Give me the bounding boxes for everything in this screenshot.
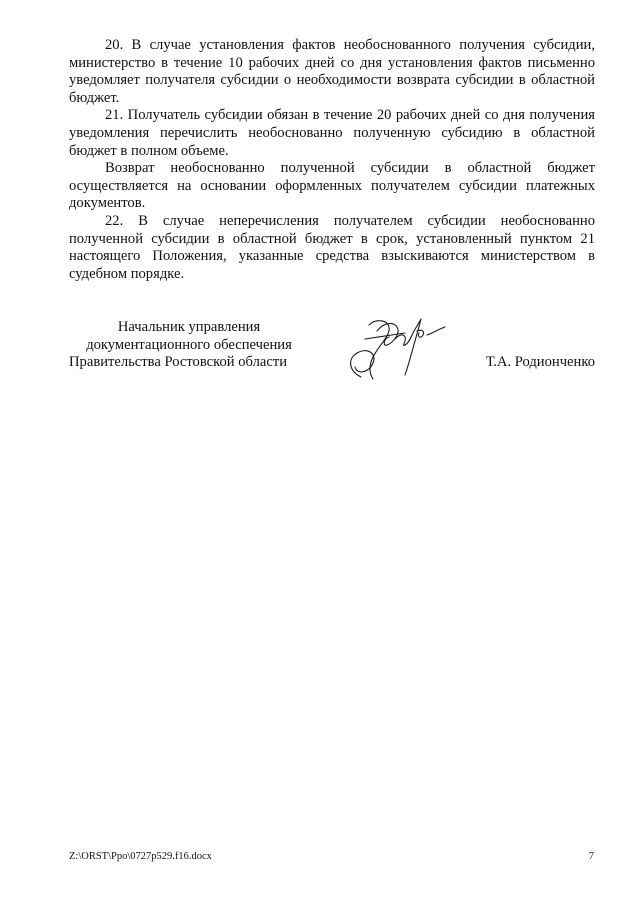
signatory-title-line-1: Начальник управления	[117, 319, 261, 335]
paragraph-22: 22. В случае неперечисления получателем субсидии необоснованно полученной субсидии в областной бюджет в срок, установленный пунктом 21 настоящего Положения, указанные средства взыскиваются министерством в судебном порядке.	[69, 212, 595, 282]
signatory-title-line-3: Правительства Ростовской области	[69, 354, 288, 371]
paragraph-refund: Возврат необоснованно полученной субсидии в областной бюджет осуществляется на основании оформленных получателем субсидии платежных документов.	[69, 160, 595, 212]
page-number: 7	[588, 851, 594, 862]
signatory-title-line-2: документационного обеспечения	[86, 336, 292, 353]
handwritten-signature	[339, 309, 459, 387]
signature-block	[69, 319, 595, 399]
signatory-name: Т.А. Родионченко	[485, 354, 595, 370]
paragraph-20: 20. В случае установления фактов необоснованного получения субсидии, министерство в течение 10 рабочих дней со дня установления фактов письменно уведомляет получателя субсидии о необходимости возврата субсидии в областной бюджет.	[69, 37, 595, 106]
footer-file-path: Z:\ORST\Ppo\0727p529.f16.docx	[69, 851, 212, 862]
paragraph-21: 21. Получатель субсидии обязан в течение 20 рабочих дней со дня получения уведомления перечислить необоснованно полученную субсидию в областной бюджет в полном объеме.	[69, 107, 595, 159]
signatory-title	[69, 319, 309, 372]
document-body	[69, 37, 595, 283]
